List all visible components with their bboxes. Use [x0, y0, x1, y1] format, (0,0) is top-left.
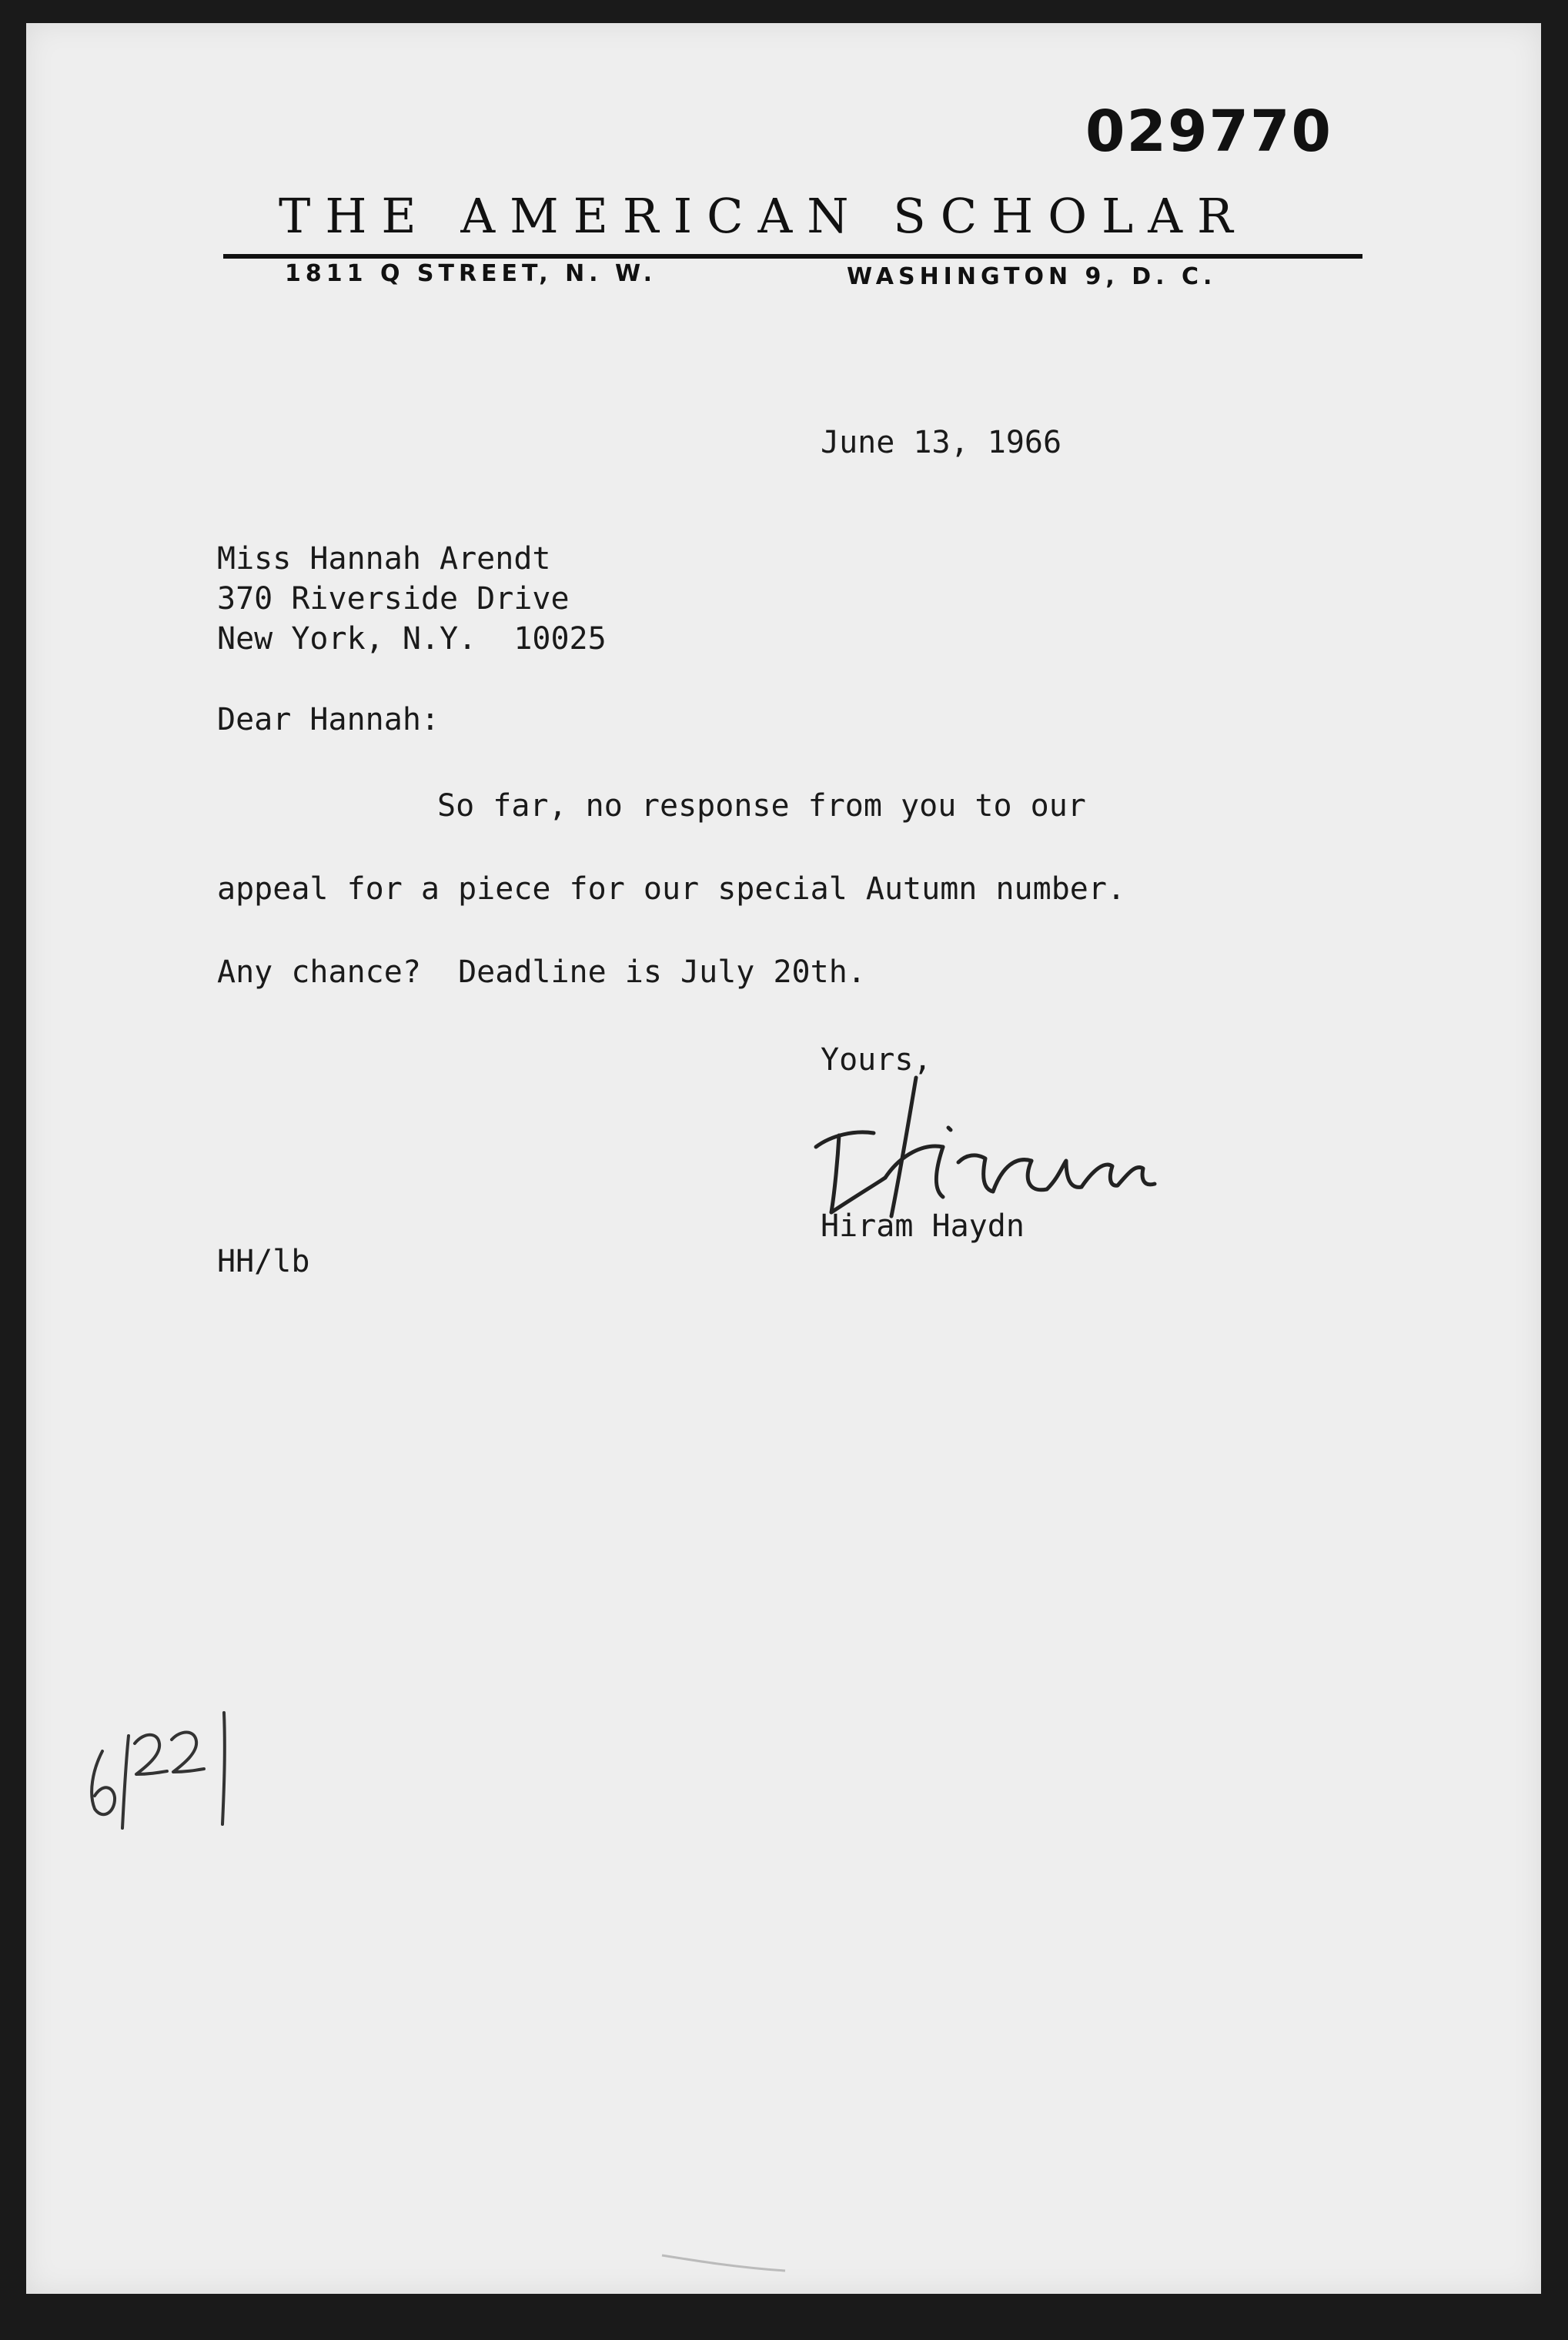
recipient-name: Miss Hannah Arendt [217, 541, 551, 577]
recipient-street: 370 Riverside Drive [217, 581, 570, 617]
letterhead-city: WASHINGTON 9, D. C. [847, 263, 1217, 290]
body-line: appeal for a piece for our special Autumn number. [217, 871, 1126, 907]
body-line: Any chance? Deadline is July 20th. [217, 954, 866, 990]
handwritten-date-note [81, 1697, 250, 1836]
signer-name: Hiram Haydn [821, 1208, 1025, 1244]
letterhead-rule [223, 254, 1362, 259]
body-line: So far, no response from you to our [437, 788, 1086, 824]
archive-number: 029770 [1085, 99, 1332, 165]
letterhead-organization: THE AMERICAN SCHOLAR [279, 188, 1248, 244]
recipient-address [217, 539, 607, 659]
letterhead-street: 1811 Q STREET, N. W. [285, 260, 657, 287]
letter-date: June 13, 1966 [821, 425, 1062, 460]
closing: Yours, [821, 1042, 932, 1078]
typist-initials: HH/lb [217, 1244, 310, 1279]
salutation: Dear Hannah: [217, 702, 440, 737]
paper-smudge [654, 2248, 793, 2278]
letter-page [26, 23, 1541, 2294]
recipient-city: New York, N.Y. 10025 [217, 621, 607, 657]
